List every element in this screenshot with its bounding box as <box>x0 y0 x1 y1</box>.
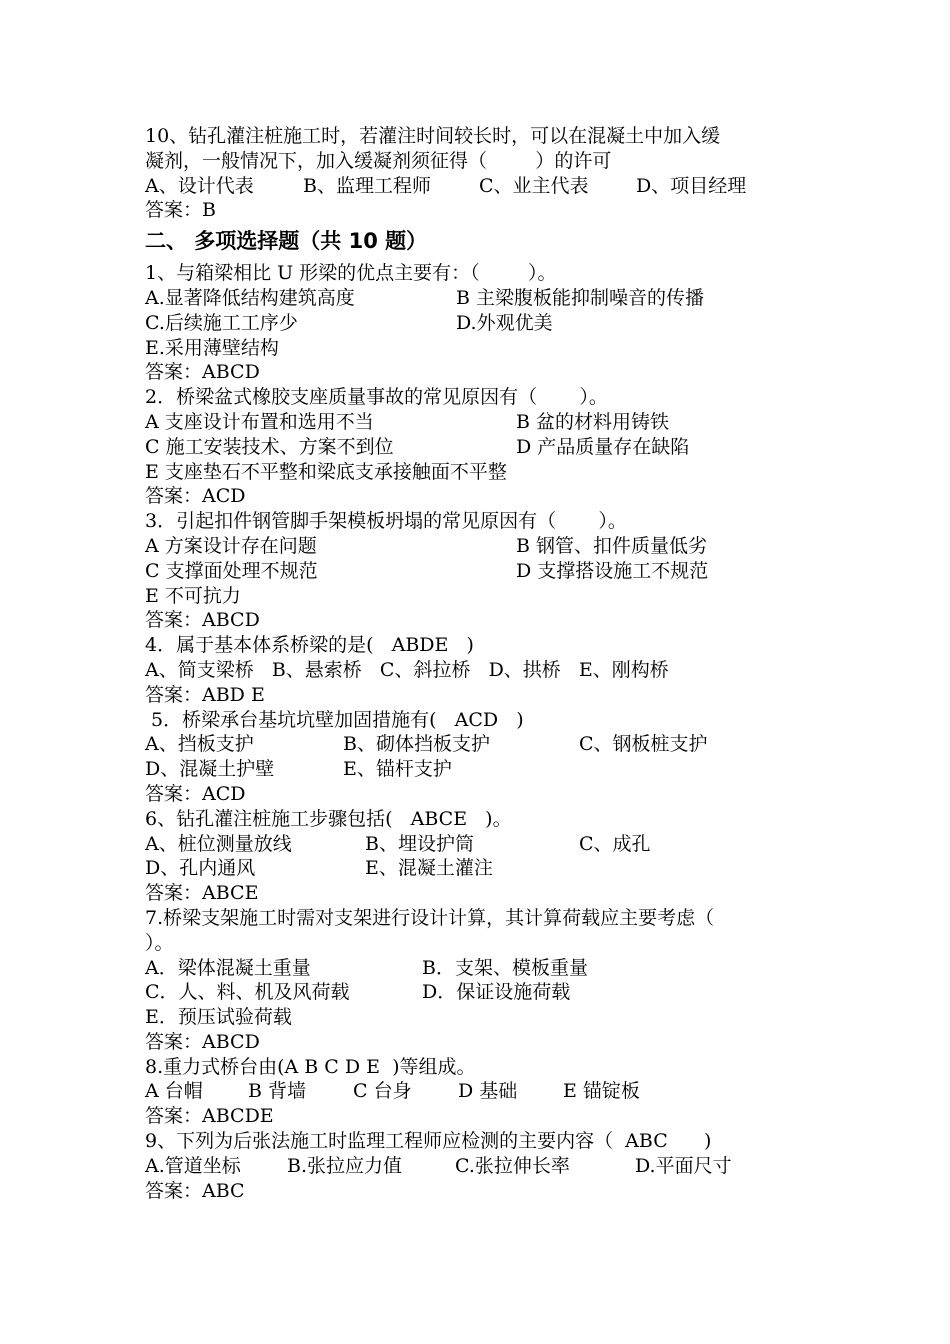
m7-options-row2 <box>145 980 825 1005</box>
m3-answer: 答案：ABCD <box>145 609 260 632</box>
q10-stem-line2: 凝剂，一般情况下，加入缓凝剂须征得（ ）的许可 <box>145 149 612 172</box>
m2-options-row1 <box>145 410 825 435</box>
m5-option-e: E、锚杆支护 <box>343 758 452 781</box>
m1-option-e: E.采用薄壁结构 <box>145 336 279 359</box>
m9-option-d: D.平面尺寸 <box>635 1154 732 1177</box>
m7-option-e: E．预压试验荷载 <box>145 1006 292 1029</box>
m6-answer: 答案：ABCE <box>145 882 259 905</box>
m8-option-d: D 基础 <box>458 1080 518 1103</box>
m5-stem: 5．桥梁承台基坑坑壁加固措施有( ACD ) <box>145 708 524 731</box>
m9-stem: 9、下列为后张法施工时监理工程师应检测的主要内容（ ABC ) <box>145 1130 712 1153</box>
m7-stem-line2: ）。 <box>145 931 174 954</box>
m5-option-d: D、混凝土护壁 <box>145 758 275 781</box>
m3-option-b: B 钢管、扣件质量低劣 <box>516 534 708 557</box>
m9-option-b: B.张拉应力值 <box>287 1154 403 1177</box>
q10-answer: 答案：B <box>145 199 216 222</box>
m8-option-c: C 台身 <box>353 1080 412 1103</box>
m3-options-row2 <box>145 559 825 584</box>
m1-options-row1 <box>145 286 825 311</box>
m7-answer: 答案：ABCD <box>145 1030 260 1053</box>
m5-option-a: A、挡板支护 <box>145 733 254 756</box>
m5-options-row1 <box>145 732 825 757</box>
m1-answer: 答案：ABCD <box>145 361 260 384</box>
m2-stem: 2．桥梁盆式橡胶支座质量事故的常见原因有（ ）。 <box>145 386 608 409</box>
q10-options <box>145 174 825 199</box>
m9-option-c: C.张拉伸长率 <box>455 1154 570 1177</box>
m9-option-a: A.管道坐标 <box>145 1154 241 1177</box>
section-title: 二、 多项选择题（共 10 题） <box>145 229 428 254</box>
m7-options-row1 <box>145 956 825 981</box>
m1-option-d: D.外观优美 <box>456 311 553 334</box>
m2-option-c: C 施工安装技术、方案不到位 <box>145 435 394 458</box>
m4-answer: 答案：ABD E <box>145 683 265 706</box>
q10-option-d: D、项目经理 <box>636 174 747 197</box>
m6-options-row2 <box>145 856 825 881</box>
m5-options-row2 <box>145 757 825 782</box>
m3-options-row1 <box>145 534 825 559</box>
q10-option-c: C、业主代表 <box>479 174 589 197</box>
m7-option-b: B．支架、模板重量 <box>422 956 588 979</box>
m7-option-c: C．人、料、机及风荷载 <box>145 981 350 1004</box>
m6-stem: 6、钻孔灌注桩施工步骤包括( ABCE )。 <box>145 807 512 830</box>
m8-option-e: E 锚锭板 <box>563 1080 640 1103</box>
m2-option-b: B 盆的材料用铸铁 <box>516 410 670 433</box>
m6-option-c: C、成孔 <box>579 832 651 855</box>
m1-option-b: B 主梁腹板能抑制噪音的传播 <box>456 286 705 309</box>
m6-options-row1 <box>145 832 825 857</box>
m2-option-e: E 支座垫石不平整和梁底支承接触面不平整 <box>145 460 507 483</box>
m7-stem-line1: 7.桥梁支架施工时需对支架进行设计计算，其计算荷载应主要考虑（ <box>145 906 715 929</box>
m2-option-a: A 支座设计布置和选用不当 <box>145 410 374 433</box>
m8-option-b: B 背墙 <box>248 1080 307 1103</box>
m8-stem: 8.重力式桥台由(A B C D E )等组成。 <box>145 1055 476 1078</box>
m8-option-a: A 台帽 <box>145 1080 203 1103</box>
m2-answer: 答案：ACD <box>145 485 246 508</box>
m1-options-row2 <box>145 311 825 336</box>
m3-option-e: E 不可抗力 <box>145 584 241 607</box>
m3-stem: 3．引起扣件钢管脚手架模板坍塌的常见原因有（ ）。 <box>145 510 627 533</box>
m9-answer: 答案：ABC <box>145 1179 245 1202</box>
m4-stem: 4．属于基本体系桥梁的是( ABDE ) <box>145 634 474 657</box>
m8-answer: 答案：ABCDE <box>145 1105 274 1128</box>
document-page <box>145 124 825 1203</box>
m6-option-d: D、孔内通风 <box>145 857 256 880</box>
m6-option-a: A、桩位测量放线 <box>145 832 292 855</box>
m8-options <box>145 1079 825 1104</box>
m3-option-d: D 支撑搭设施工不规范 <box>516 559 709 582</box>
m4-options: A、简支梁桥 B、悬索桥 C、斜拉桥 D、拱桥 E、刚构桥 <box>145 658 669 681</box>
m2-options-row2 <box>145 435 825 460</box>
m6-option-b: B、埋设护筒 <box>365 832 474 855</box>
m2-option-d: D 产品质量存在缺陷 <box>516 435 690 458</box>
m5-option-b: B、砌体挡板支护 <box>343 733 490 756</box>
m3-option-c: C 支撑面处理不规范 <box>145 559 318 582</box>
m6-option-e: E、混凝土灌注 <box>365 857 493 880</box>
m7-option-a: A．梁体混凝土重量 <box>145 956 311 979</box>
q10-option-a: A、设计代表 <box>145 174 254 197</box>
m5-option-c: C、钢板桩支护 <box>579 733 708 756</box>
m9-options <box>145 1154 825 1179</box>
m5-answer: 答案：ACD <box>145 782 246 805</box>
m1-stem: 1、与箱梁相比 U 形梁的优点主要有：（ ）。 <box>145 262 557 285</box>
m1-option-a: A.显著降低结构建筑高度 <box>145 286 355 309</box>
q10-option-b: B、监理工程师 <box>303 174 431 197</box>
m3-option-a: A 方案设计存在问题 <box>145 534 317 557</box>
m1-option-c: C.后续施工工序少 <box>145 311 298 334</box>
m7-option-d: D．保证设施荷载 <box>422 981 571 1004</box>
q10-stem-line1: 10、钻孔灌注桩施工时，若灌注时间较长时，可以在混凝土中加入缓 <box>145 125 721 147</box>
